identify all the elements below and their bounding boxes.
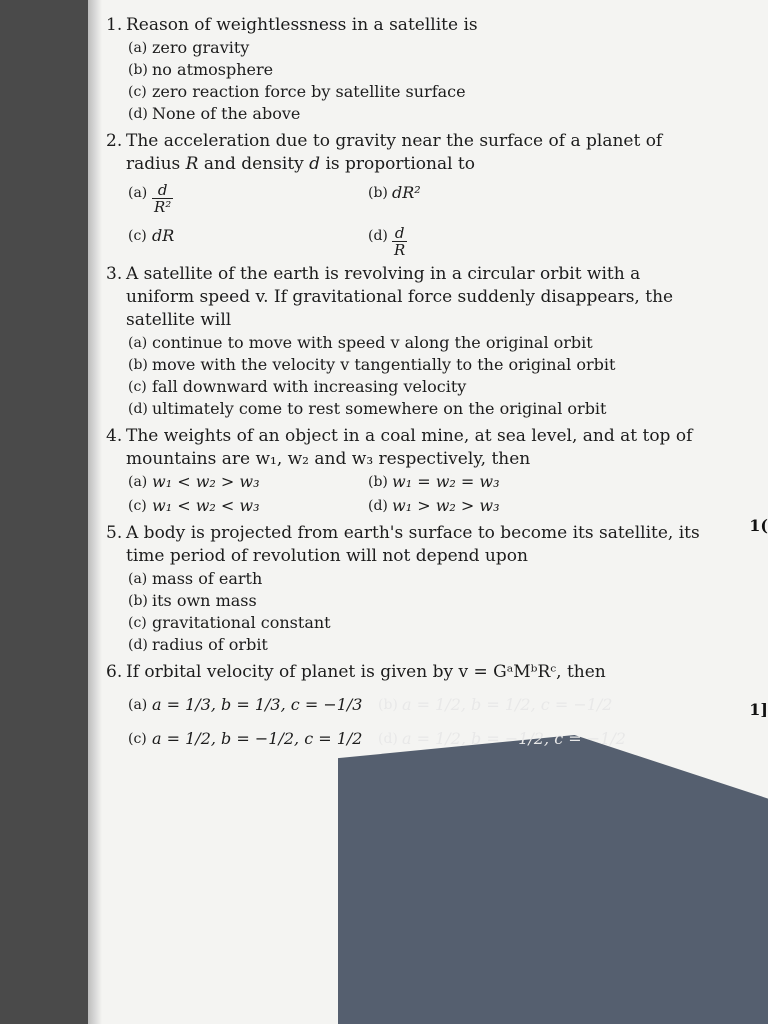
question-1 — [106, 14, 706, 125]
question-text: The acceleration due to gravity near the surface of a planet of radius R and density d is proportional to — [126, 131, 663, 174]
question-5 — [106, 522, 706, 656]
option-c: (c) zero reaction force by satellite surface — [128, 82, 466, 101]
question-2 — [106, 130, 706, 258]
option-d: (d) None of the above — [128, 104, 301, 123]
question-text: A body is projected from earth's surface to become its satellite, its time period of revolution will not depend upon — [126, 523, 700, 566]
option-c: (c) dR — [128, 226, 175, 245]
question-number: 1. — [106, 15, 123, 35]
question-3 — [106, 263, 706, 420]
option-a: (a) mass of earth — [128, 569, 263, 588]
option-d: (d) ultimately come to rest somewhere on the original orbit — [128, 399, 607, 418]
question-number: 2. — [106, 131, 123, 151]
question-number: 4. — [106, 426, 123, 446]
question-number: 5. — [106, 523, 123, 543]
question-list — [106, 8, 706, 755]
option-b: (b) its own mass — [128, 591, 257, 610]
option-b: (b) a = 1/2, b = 1/2, c = −1/2 — [378, 695, 613, 714]
question-6 — [106, 661, 706, 750]
question-text: A satellite of the earth is revolving in a circular orbit with a uniform speed v. If gravitational force suddenly disappears, the satellite will — [126, 264, 674, 330]
option-a: (a) continue to move with speed v along the original orbit — [128, 333, 593, 352]
option-a: (a) w₁ < w₂ > w₃ — [128, 472, 260, 491]
option-d: (d) a = 1/2, b = −1/2, c = −1/2 — [378, 729, 626, 748]
hand-shadow — [338, 735, 768, 1024]
option-b: (b) w₁ = w₂ = w₃ — [368, 472, 500, 491]
option-d: (d) w₁ > w₂ > w₃ — [368, 496, 500, 515]
option-c: (c) gravitational constant — [128, 613, 331, 632]
option-d: (d) $\frac{d}{R}$ — [368, 224, 406, 259]
question-text: The weights of an object in a coal mine, at sea level, and at top of mountains are w₁, w₂ and w₃ respectively, then — [126, 426, 693, 469]
option-b: (b) no atmosphere — [128, 60, 274, 79]
option-a: (a) zero gravity — [128, 38, 250, 57]
fraction: $\frac{d}{\text{R²}}$ — [154, 181, 172, 216]
option-c: (c) w₁ < w₂ < w₃ — [128, 496, 260, 515]
option-a: (a) a = 1/3, b = 1/3, c = −1/3 — [128, 695, 363, 714]
option-a: (a) $\frac{d}{\text{R²}}$ — [128, 181, 172, 216]
option-c: (c) fall downward with increasing velocity — [128, 377, 467, 396]
question-number: 3. — [106, 264, 123, 284]
page-binding-edge — [88, 0, 102, 1024]
question-text: Reason of weightlessness in a satellite is — [126, 15, 478, 35]
fraction: $\frac{d}{R}$ — [394, 224, 406, 259]
option-b: (b) dR² — [368, 183, 421, 202]
option-c: (c) a = 1/2, b = −1/2, c = 1/2 — [128, 729, 363, 748]
question-number: 6. — [106, 662, 123, 682]
option-d: (d) radius of orbit — [128, 635, 268, 654]
next-page-number: 1] — [749, 700, 768, 719]
next-page-number: 1( — [749, 516, 768, 535]
book-page — [88, 0, 768, 1024]
question-text: If orbital velocity of planet is given by v = GᵃMᵇRᶜ, then — [126, 662, 606, 682]
question-4 — [106, 425, 706, 517]
option-b: (b) move with the velocity v tangentially to the original orbit — [128, 355, 616, 374]
